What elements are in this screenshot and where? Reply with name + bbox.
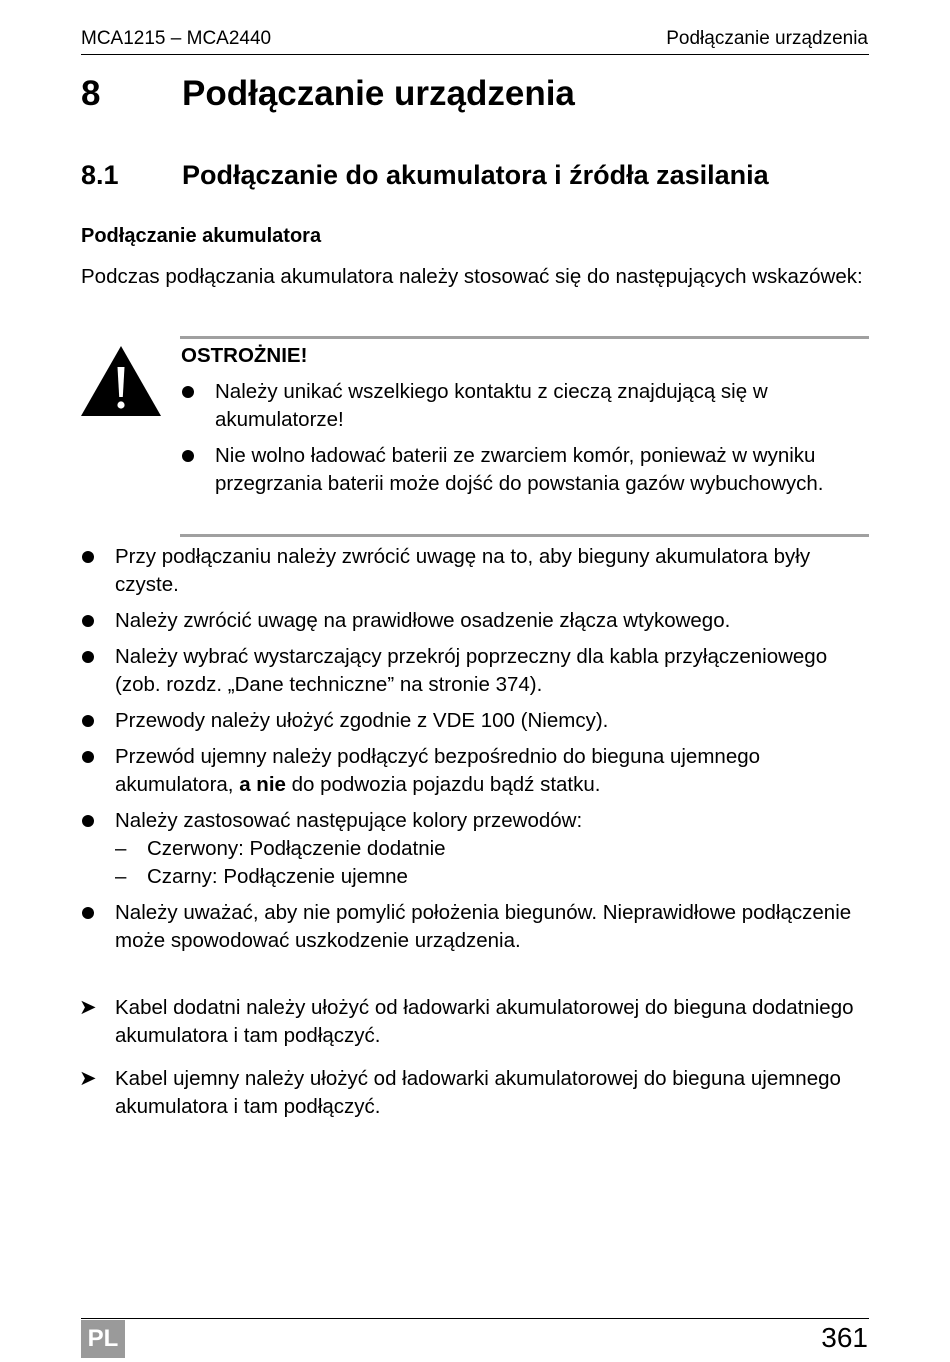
list-item (81, 743, 873, 799)
action-steps (81, 994, 873, 1136)
arrow-icon: ➤ (79, 1067, 97, 1090)
caution-top-rule (180, 336, 869, 339)
list-item: Należy wybrać wystarczający przekrój poprzeczny dla kabla przyłączeniowego (zob. rozdz. „Dane techniczne” na stronie 374). (81, 643, 873, 699)
list-item-text: Należy zastosować następujące kolory przewodów: (115, 809, 583, 832)
running-header-right: Podłączanie urządzenia (666, 28, 868, 49)
running-header-left: MCA1215 – MCA2440 (81, 28, 272, 49)
action-step-text: Kabel dodatni należy ułożyć od ładowarki akumulatorowej do bieguna dodatniego akumulatora i tam podłączyć. (115, 996, 854, 1047)
action-step-text: Kabel ujemny należy ułożyć od ładowarki akumulatorowej do bieguna ujemnego akumulatora i tam podłączyć. (115, 1067, 841, 1118)
list-item (81, 807, 873, 891)
list-item: Należy zwrócić uwagę na prawidłowe osadzenie złącza wtykowego. (81, 607, 873, 635)
language-badge: PL (81, 1320, 125, 1358)
list-item: Przy podłączaniu należy zwrócić uwagę na to, aby bieguny akumulatora były czyste. (81, 543, 873, 599)
sub-list-item-text: Czerwony: Podłączenie dodatnie (147, 837, 446, 860)
action-step (81, 994, 873, 1050)
list-item-text: Przewód ujemny należy podłączyć bezpośrednio do bieguna ujemnego akumulatora, (115, 745, 761, 796)
sub-list-item (115, 835, 873, 863)
header-divider (81, 54, 869, 55)
page-number: 361 (821, 1322, 868, 1353)
subheading: Podłączanie akumulatora (81, 225, 322, 247)
dash-marker: – (115, 837, 127, 860)
sub-list-item-text: Czarny: Podłączenie ujemne (147, 865, 408, 888)
list-item-text: do podwozia pojazdu bądź statku. (285, 773, 601, 796)
instruction-list (81, 543, 873, 963)
list-item: Należy uważać, aby nie pomylić położenia biegunów. Nieprawidłowe podłączenie może spowodować uszkodzenie urządzenia. (81, 899, 873, 955)
chapter-number: 8 (81, 74, 101, 113)
section-number: 8.1 (81, 160, 119, 190)
caution-title: OSTROŻNIE! (181, 344, 308, 367)
action-step (81, 1065, 873, 1121)
chapter-title: Podłączanie urządzenia (182, 74, 575, 113)
warning-triangle-icon (80, 345, 162, 417)
dash-marker: – (115, 865, 127, 888)
arrow-icon: ➤ (79, 996, 97, 1019)
caution-bottom-rule (180, 534, 869, 537)
section-title: Podłączanie do akumulatora i źródła zasilania (182, 160, 769, 190)
sub-list-item (115, 863, 873, 891)
list-item: Przewody należy ułożyć zgodnie z VDE 100 (Niemcy). (81, 707, 873, 735)
footer-divider (81, 1318, 869, 1319)
caution-item: Należy unikać wszelkiego kontaktu z cieczą znajdującą się w akumulatorze! (181, 378, 871, 434)
intro-paragraph: Podczas podłączania akumulatora należy stosować się do następujących wskazówek: (81, 265, 863, 288)
caution-list (181, 378, 871, 506)
emphasis-text: a nie (239, 773, 286, 796)
sub-list (115, 835, 873, 891)
caution-item: Nie wolno ładować baterii ze zwarciem komór, ponieważ w wyniku przegrzania baterii może dojść do powstania gazów wybuchowych. (181, 442, 871, 498)
